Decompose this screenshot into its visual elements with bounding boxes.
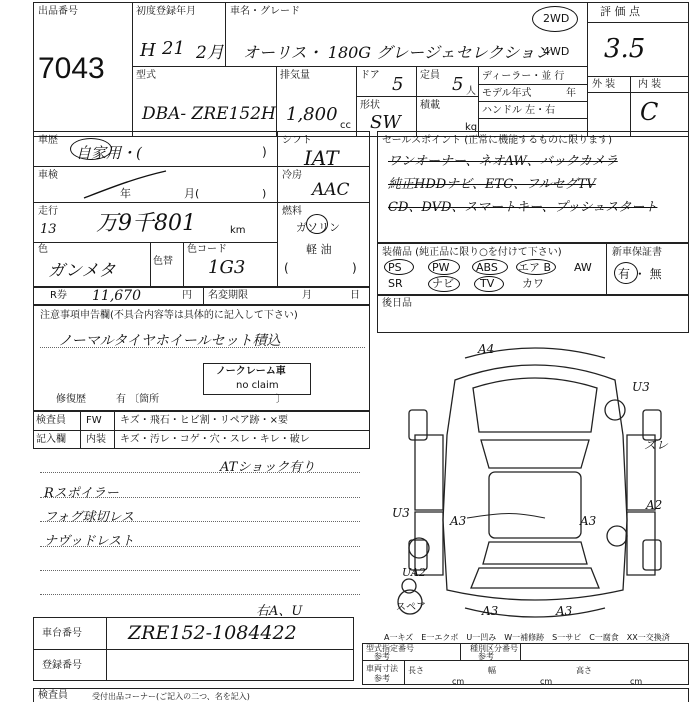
recycle-row: [33, 287, 370, 305]
shift-value: IAT: [304, 146, 339, 170]
grade-score: 3.5: [604, 34, 646, 64]
interior-label: 内装: [86, 434, 106, 445]
color-value: ガンメタ: [48, 261, 116, 281]
footer-text: 受付出品コーナー(ご記入の二つ、名を記入): [92, 692, 250, 701]
equip-leather: カワ: [522, 277, 544, 290]
color-code-label: 色コード: [187, 244, 227, 255]
equip-abs: ABS: [476, 261, 498, 274]
shift-label: シフト: [282, 135, 312, 146]
equip-sr: SR: [388, 277, 403, 290]
drive-2wd: 2WD: [543, 12, 570, 25]
noclaim-jp: ノークレーム車: [216, 366, 286, 377]
interior-text: キズ・汚レ・コゲ・穴・スレ・キレ・破レ: [120, 434, 310, 445]
capacity-unit: 人: [466, 86, 476, 97]
damage-front: A4: [478, 342, 495, 356]
color-code: 1G3: [208, 257, 246, 278]
damage-ua2: UA2: [402, 566, 426, 579]
ac-label: 冷房: [282, 170, 302, 181]
doors-value: 5: [392, 74, 404, 95]
first-reg-year: 21: [162, 38, 185, 59]
doors-label: ドア: [360, 70, 380, 81]
damage-u3-right: U3: [632, 380, 650, 394]
equip-aw: AW: [574, 261, 592, 274]
notes-text: ノーマルタイヤホイールセット積込: [58, 333, 281, 349]
entry-label: 記入欄: [36, 434, 66, 445]
damage-a3-left: A3: [450, 514, 467, 528]
chassis-label: 車台番号: [42, 628, 82, 639]
load-label: 積載: [420, 100, 440, 111]
equip-ps: PS: [388, 261, 402, 274]
damage-a3-right: A3: [580, 514, 597, 528]
damage-a2: A2: [646, 498, 663, 512]
ac-value: AAC: [312, 180, 350, 200]
sales-line-3: CD、DVD、スマートキー、プッシュスタート: [388, 200, 658, 215]
fuel-diesel: 軽 油: [306, 243, 332, 256]
shape-value: SW: [370, 112, 401, 133]
first-reg-era: H: [140, 40, 156, 61]
mileage-label: 走行: [38, 206, 58, 217]
equip-airbag: エア B: [518, 261, 552, 274]
mileage-unit: km: [230, 225, 246, 236]
lot-label: 出品番号: [38, 6, 78, 17]
fw-text: キズ・飛石・ヒビ割・リペア跡・×要: [120, 415, 288, 426]
equip-pw: PW: [432, 261, 450, 274]
equip-navi: ナビ: [432, 277, 454, 290]
ext-label: 外 装: [592, 79, 616, 90]
rear-items-frame: [377, 295, 689, 333]
comment-at-shock: ATショック有り: [220, 460, 316, 475]
model-label: 型式: [136, 70, 156, 81]
damage-a3-rear-right: A3: [556, 604, 573, 618]
chassis-value: ZRE152-1084422: [128, 622, 297, 644]
repair-label: 修復歴: [56, 394, 86, 405]
warranty-label: 新車保証書: [612, 247, 662, 258]
displacement-value: 1,800: [286, 104, 338, 125]
sales-points-label: セールスポイント (正常に機能するものに限ります): [382, 135, 613, 146]
inspector-label: 検査員: [36, 415, 66, 426]
repair-value: 有 〔箇所: [116, 394, 160, 405]
comment-line-1: Rスポイラー: [44, 486, 119, 501]
history-value: 自家用・(: [76, 144, 142, 162]
drive-4wd: 4WD: [543, 45, 570, 58]
mileage-prefix: 13: [40, 222, 57, 237]
fw-label: FW: [86, 415, 102, 426]
recycle-label: R券: [50, 290, 67, 301]
model-value: DBA- ZRE152H: [142, 104, 276, 124]
shape-label: 形状: [360, 100, 380, 111]
warranty-value: 有 ・ 無: [618, 267, 662, 281]
capacity-label: 定員: [420, 70, 440, 81]
notes-label: 注意事項申告欄(不具合内容等は具体的に記入して下さい): [40, 310, 298, 321]
comment-line-2: フォグ球切レス: [44, 510, 134, 525]
recycle-value: 11,670: [92, 288, 141, 304]
rear-items-label: 後日品: [382, 298, 412, 309]
sales-line-1: ワンオーナー、ネオAW、バックカメラ: [388, 154, 618, 169]
color-change-label: 色替: [153, 256, 173, 267]
spare-label: スペア: [396, 602, 426, 613]
displacement-label: 排気量: [280, 70, 310, 81]
name-change-label: 名変期限: [208, 290, 248, 301]
history-label: 車歴: [38, 135, 58, 146]
shaken-label: 車検: [38, 170, 58, 181]
model-year-unit: 年: [566, 88, 576, 99]
model-year-label: モデル年式: [482, 88, 532, 99]
displacement-unit: cc: [340, 120, 351, 131]
comment-line-3: ナヴッドレスト: [44, 534, 135, 549]
sales-line-2: 純正HDDナビ、ETC、フルセグTV: [388, 177, 596, 192]
footer-label: 検査員: [38, 690, 68, 701]
noclaim-en: no claim: [236, 380, 279, 391]
drive-circle: [532, 6, 578, 32]
damage-legend: A一キズ E一エクボ U一凹み W一補修跡 S一サビ C一腐食 XX一交換済: [384, 633, 670, 642]
dealer-label: ディーラー・並 行: [482, 71, 565, 82]
color-label: 色: [38, 244, 48, 255]
shaken-strike: [80, 168, 170, 202]
damage-zure: ズレ: [644, 438, 669, 452]
grade-label: 評 価 点: [600, 5, 640, 18]
car-label: 車名・グレード: [230, 6, 300, 17]
equip-tv: TV: [480, 277, 495, 290]
first-reg-label: 初度登録年月: [136, 6, 196, 17]
damage-u3-left: U3: [392, 506, 410, 520]
reg-no-label: 登録番号: [42, 660, 82, 671]
first-reg-month: 2月: [196, 43, 224, 63]
load-unit: kg: [465, 122, 478, 133]
equipment-label: 装備品 (純正品に限り○を付けて下さい): [382, 247, 562, 258]
fuel-label: 燃料: [282, 206, 302, 217]
fuel-gas: ガソリン: [296, 221, 340, 234]
capacity-value: 5: [452, 74, 464, 95]
int-score: C: [640, 98, 659, 126]
car-name: オーリス・ 180G グレージェセレクション: [243, 43, 551, 62]
lot-number: 7043: [38, 52, 105, 85]
handle-label: ハンドル 左・右: [482, 105, 556, 116]
mileage-value: 万9千801: [96, 211, 196, 236]
damage-a3-rear-left: A3: [482, 604, 499, 618]
rear-note: 右A、U: [256, 604, 303, 619]
int-label: 内 装: [638, 79, 662, 90]
